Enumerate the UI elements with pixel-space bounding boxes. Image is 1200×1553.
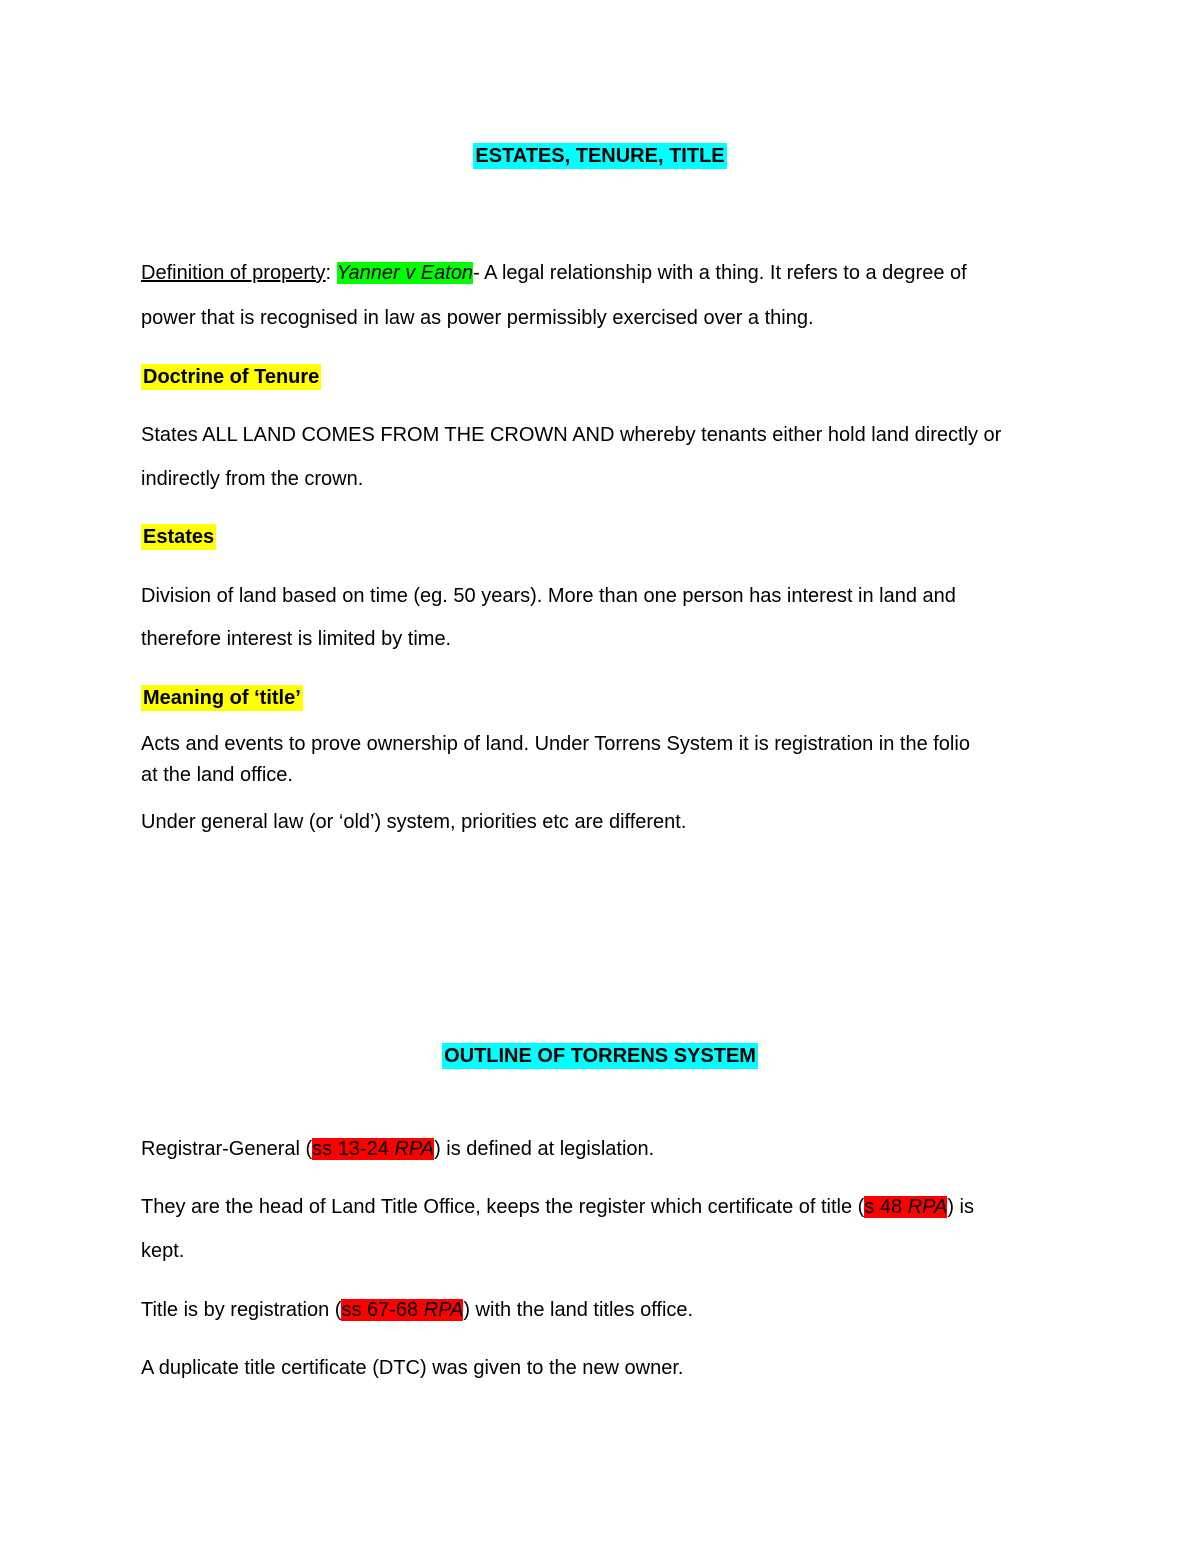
registration-text-end: ) with the land titles office.: [463, 1299, 694, 1321]
title-line-2: [141, 761, 1061, 789]
section-number: ss 13-24: [312, 1138, 395, 1160]
case-name: Yanner v Eaton: [336, 262, 474, 284]
title-text-continued: at the land office.: [141, 764, 293, 786]
registrar-line: [141, 1135, 1061, 1163]
doctrine-text-continued: indirectly from the crown.: [141, 468, 364, 490]
estates-line-1: [141, 582, 1061, 610]
section-heading-estates: [0, 142, 1200, 170]
statute-reference: [864, 1196, 947, 1218]
head-line-1: [141, 1193, 1061, 1221]
statute-reference: [312, 1138, 434, 1160]
title-text: Acts and events to prove ownership of land. Under Torrens System it is registration in the folio: [141, 733, 970, 755]
doctrine-heading: [141, 363, 1061, 391]
dtc-line: [141, 1354, 1061, 1382]
title-line-3: [141, 808, 1061, 836]
registration-text: Title is by registration (: [141, 1299, 342, 1321]
estates-line-2: [141, 625, 1061, 653]
act-abbrev: RPA: [423, 1299, 464, 1321]
estates-heading: [141, 523, 1061, 551]
section-heading-torrens: [0, 1042, 1200, 1070]
definition-text: - A legal relationship with a thing. It refers to a degree of: [473, 262, 967, 284]
head-text-continued: kept.: [141, 1240, 185, 1262]
act-abbrev: RPA: [394, 1138, 435, 1160]
heading-text: OUTLINE OF TORRENS SYSTEM: [444, 1045, 756, 1067]
title-line-1: [141, 730, 1061, 758]
estates-heading-text: Estates: [143, 526, 215, 548]
general-law-text: Under general law (or ‘old’) system, priorities etc are different.: [141, 811, 687, 833]
estates-text-continued: therefore interest is limited by time.: [141, 628, 452, 650]
doctrine-line-2: [141, 465, 1061, 493]
doctrine-line-1: [141, 421, 1061, 449]
definition-colon: :: [325, 262, 332, 284]
section-number: ss 67-68: [341, 1299, 424, 1321]
statute-reference: [341, 1299, 463, 1321]
space: [331, 262, 337, 284]
definition-line-1: [141, 259, 1061, 287]
registrar-text: Registrar-General (: [141, 1138, 313, 1160]
title-heading-text: Meaning of ‘title’: [143, 687, 301, 709]
head-text: They are the head of Land Title Office, keeps the register which certificate of title (: [141, 1196, 865, 1218]
definition-text-continued: power that is recognised in law as power permissibly exercised over a thing.: [141, 307, 814, 329]
doctrine-heading-text: Doctrine of Tenure: [143, 366, 320, 388]
section-number: s 48: [864, 1196, 908, 1218]
head-text-end: ) is: [947, 1196, 975, 1218]
title-heading: [141, 684, 1061, 712]
definition-label: Definition of property: [141, 262, 326, 284]
estates-text: Division of land based on time (eg. 50 years). More than one person has interest in land and: [141, 585, 956, 607]
act-abbrev: RPA: [907, 1196, 948, 1218]
dtc-text: A duplicate title certificate (DTC) was given to the new owner.: [141, 1357, 684, 1379]
registration-line: [141, 1296, 1061, 1324]
definition-line-2: [141, 304, 1061, 332]
registrar-text-end: ) is defined at legislation.: [434, 1138, 655, 1160]
heading-text: ESTATES, TENURE, TITLE: [475, 145, 725, 167]
head-line-2: [141, 1237, 1061, 1265]
doctrine-text: States ALL LAND COMES FROM THE CROWN AND whereby tenants either hold land directly or: [141, 424, 1002, 446]
